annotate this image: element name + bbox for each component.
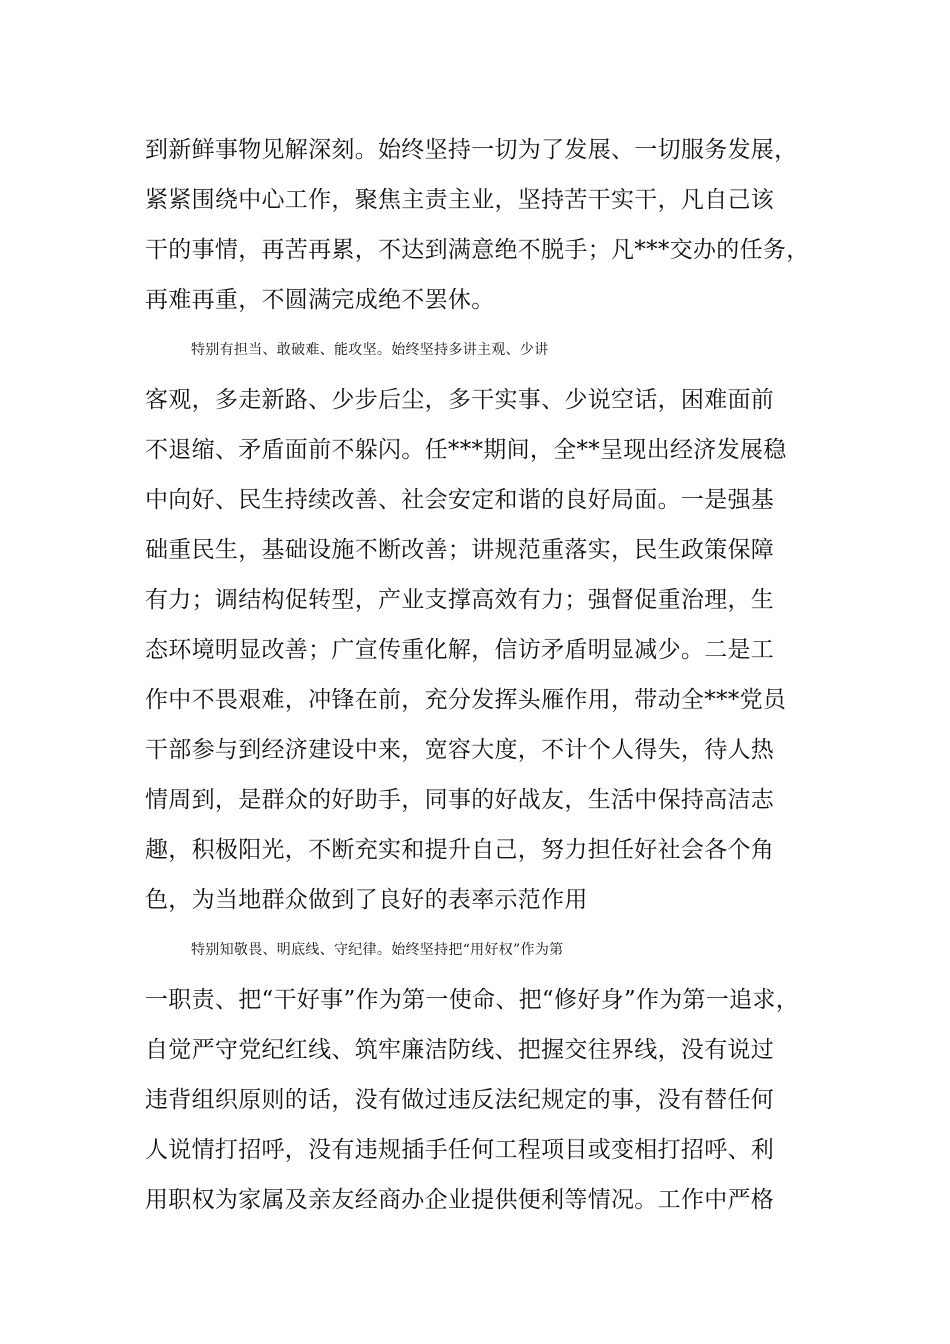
text-line: 紧紧围绕中心工作，聚焦主责主业，坚持苦干实干，凡自己该 [145,187,775,213]
text-line: 再难再重，不圆满完成绝不罢休。 [145,287,495,313]
text-line: 态环境明显改善；广宣传重化解，信访矛盾明显减少。二是工 [145,637,775,663]
text-line: 特别有担当、敢破难、能攻坚。始终坚持多讲主观、少讲 [191,342,549,358]
text-line: 到新鲜事物见解深刻。始终坚持一切为了发展、一切服务发展， [145,137,798,163]
text-line: 干的事情，再苦再累，不达到满意绝不脱手；凡***交办的任务， [145,237,810,263]
text-line: 有力；调结构促转型，产业支撑高效有力；强督促重治理，生 [145,587,775,613]
text-line: 违背组织原则的话，没有做过违反法纪规定的事，没有替任何 [145,1087,775,1113]
text-line: 作中不畏艰难，冲锋在前，充分发挥头雁作用，带动全***党员 [145,687,787,713]
text-line: 人说情打招呼，没有违规插手任何工程项目或变相打招呼、利 [145,1137,775,1163]
text-line: 色，为当地群众做到了良好的表率示范作用 [145,887,588,913]
text-line: 用职权为家属及亲友经商办企业提供便利等情况。工作中严格 [145,1187,775,1213]
text-line: 客观，多走新路、少步后尘，多干实事、少说空话，困难面前 [145,387,775,413]
text-line: 一职责、把“干好事”作为第一使命、把“修好身”作为第一追求， [145,987,800,1013]
text-line: 中向好、民生持续改善、社会安定和谐的良好局面。一是强基 [145,487,775,513]
text-line: 特别知敬畏、明底线、守纪律。始终坚持把“用好权”作为第 [191,942,564,958]
text-line: 础重民生，基础设施不断改善；讲规范重落实，民生政策保障 [145,537,775,563]
text-line: 不退缩、矛盾面前不躲闪。任***期间，全**呈现出经济发展稳 [145,437,787,463]
text-line: 自觉严守党纪红线、筑牢廉洁防线、把握交往界线，没有说过 [145,1037,775,1063]
text-line: 干部参与到经济建设中来，宽容大度，不计个人得失，待人热 [145,737,775,763]
text-line: 情周到，是群众的好助手，同事的好战友，生活中保持高洁志 [145,787,775,813]
text-line: 趣，积极阳光，不断充实和提升自己，努力担任好社会各个角 [145,837,775,863]
